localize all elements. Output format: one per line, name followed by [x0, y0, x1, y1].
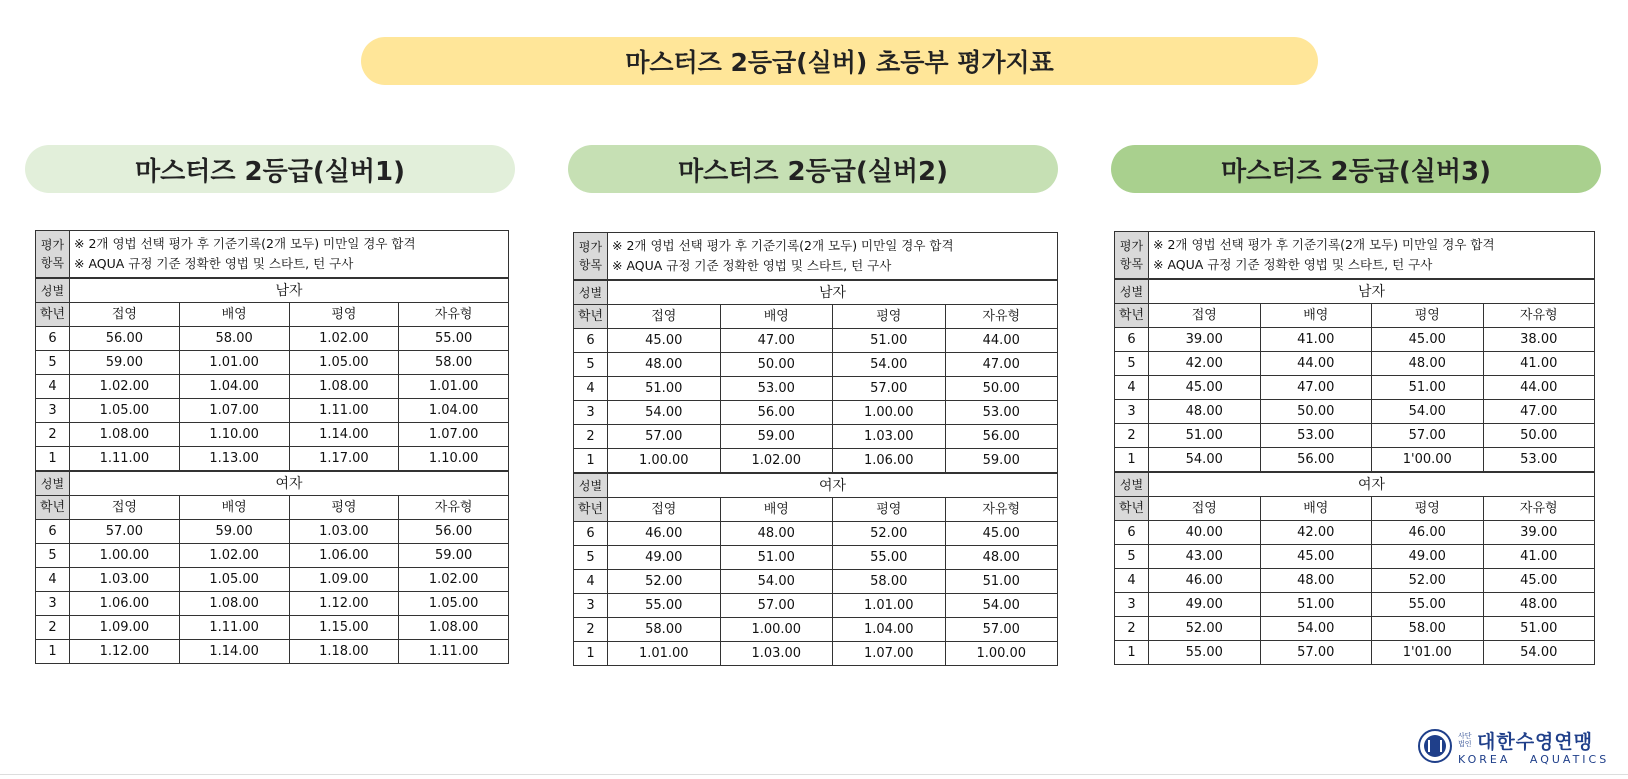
record-cell: 45.00 [1483, 569, 1595, 593]
record-cell: 49.00 [608, 546, 721, 570]
logo-korean-name: 대한수영연맹 [1477, 730, 1594, 753]
record-cell: 57.00 [1260, 641, 1372, 665]
evaluation-notes [608, 233, 1058, 281]
record-cell: 1.11.00 [289, 399, 399, 423]
record-cell: 1.15.00 [289, 616, 399, 640]
stroke-header: 접영 [1149, 497, 1261, 521]
gender-label: 성별 [1115, 472, 1149, 497]
table-row [574, 329, 1058, 353]
record-cell: 48.00 [608, 353, 721, 377]
grade-number: 2 [1115, 424, 1149, 448]
record-cell: 1.08.00 [399, 616, 509, 640]
stroke-header: 접영 [608, 305, 721, 329]
grade-number: 1 [1115, 641, 1149, 665]
grade-number: 6 [574, 329, 608, 353]
record-cell: 1'00.00 [1372, 448, 1484, 473]
table-row [1115, 376, 1595, 400]
record-cell: 1.02.00 [720, 449, 833, 474]
record-cell: 1.04.00 [179, 375, 289, 399]
record-cell: 39.00 [1483, 521, 1595, 545]
record-cell: 58.00 [1372, 617, 1484, 641]
record-cell: 57.00 [945, 618, 1058, 642]
record-cell: 51.00 [1149, 424, 1261, 448]
grade-number: 1 [36, 640, 70, 664]
grade-number: 1 [36, 447, 70, 472]
record-cell: 1.08.00 [289, 375, 399, 399]
eval-items-label: 평가 항목 [1115, 232, 1149, 280]
stroke-header: 자유형 [399, 496, 509, 520]
record-cell: 45.00 [1372, 328, 1484, 352]
record-cell: 1.03.00 [70, 568, 180, 592]
record-cell: 57.00 [1372, 424, 1484, 448]
record-cell: 57.00 [608, 425, 721, 449]
gender-label: 성별 [574, 473, 608, 498]
eval-items-label: 평가 항목 [574, 233, 608, 281]
record-cell: 1.05.00 [289, 351, 399, 375]
record-cell: 50.00 [720, 353, 833, 377]
record-cell: 46.00 [1149, 569, 1261, 593]
panel-title-silver2: 마스터즈 2등급(실버2) [568, 145, 1058, 193]
stroke-header: 접영 [608, 498, 721, 522]
record-cell: 59.00 [945, 449, 1058, 474]
record-cell: 1.00.00 [70, 544, 180, 568]
stroke-header-row [574, 498, 1058, 522]
record-cell: 1.00.00 [833, 401, 946, 425]
record-cell: 53.00 [1260, 424, 1372, 448]
grade-table-silver2 [573, 232, 1058, 666]
stroke-header-row [36, 303, 509, 327]
notes-row [1115, 232, 1595, 280]
record-cell: 1.03.00 [833, 425, 946, 449]
record-cell: 52.00 [608, 570, 721, 594]
note-line: ※ 2개 영법 선택 평가 후 기준기록(2개 모두) 미만일 경우 합격 [74, 236, 416, 251]
page-title: 마스터즈 2등급(실버) 초등부 평가지표 [361, 37, 1318, 85]
table-row [574, 449, 1058, 474]
record-cell: 1.09.00 [70, 616, 180, 640]
record-cell: 1.07.00 [179, 399, 289, 423]
record-cell: 1.02.00 [399, 568, 509, 592]
stroke-header: 배영 [179, 496, 289, 520]
note-line: ※ AQUA 규정 기준 정확한 영법 및 스타트, 턴 구사 [74, 256, 354, 271]
record-cell: 1.04.00 [399, 399, 509, 423]
record-cell: 48.00 [720, 522, 833, 546]
record-cell: 57.00 [833, 377, 946, 401]
record-cell: 52.00 [833, 522, 946, 546]
record-cell: 42.00 [1149, 352, 1261, 376]
record-cell: 48.00 [1372, 352, 1484, 376]
record-cell: 48.00 [945, 546, 1058, 570]
stroke-header: 자유형 [399, 303, 509, 327]
table-row [574, 401, 1058, 425]
record-cell: 54.00 [1260, 617, 1372, 641]
stroke-header: 자유형 [945, 498, 1058, 522]
record-cell: 1.08.00 [70, 423, 180, 447]
table-row [36, 399, 509, 423]
grade-label: 학년 [574, 305, 608, 329]
record-cell: 48.00 [1149, 400, 1261, 424]
record-cell: 55.00 [1372, 593, 1484, 617]
record-cell: 40.00 [1149, 521, 1261, 545]
record-cell: 49.00 [1149, 593, 1261, 617]
record-cell: 56.00 [1260, 448, 1372, 473]
gender-label: 성별 [36, 278, 70, 303]
table-row [574, 546, 1058, 570]
record-cell: 55.00 [1149, 641, 1261, 665]
record-cell: 1.10.00 [179, 423, 289, 447]
stroke-header: 접영 [70, 303, 180, 327]
record-cell: 58.00 [399, 351, 509, 375]
record-cell: 1.06.00 [289, 544, 399, 568]
gender-row [574, 473, 1058, 498]
record-cell: 50.00 [945, 377, 1058, 401]
record-cell: 1.07.00 [833, 642, 946, 666]
record-cell: 51.00 [945, 570, 1058, 594]
record-cell: 41.00 [1260, 328, 1372, 352]
record-cell: 47.00 [720, 329, 833, 353]
note-line: ※ AQUA 규정 기준 정확한 영법 및 스타트, 턴 구사 [612, 258, 892, 273]
logo-english-name: KOREA AQUATICS [1458, 752, 1610, 766]
record-cell: 58.00 [833, 570, 946, 594]
record-cell: 59.00 [70, 351, 180, 375]
female-header: 여자 [608, 473, 1058, 498]
stroke-header: 접영 [70, 496, 180, 520]
record-cell: 45.00 [1260, 545, 1372, 569]
notes-row [574, 233, 1058, 281]
bottom-divider [0, 774, 1628, 775]
record-cell: 1.01.00 [608, 642, 721, 666]
record-cell: 57.00 [720, 594, 833, 618]
record-cell: 1.02.00 [70, 375, 180, 399]
record-cell: 51.00 [720, 546, 833, 570]
grade-number: 3 [1115, 593, 1149, 617]
record-cell: 55.00 [399, 327, 509, 351]
table-row [1115, 352, 1595, 376]
grade-number: 3 [574, 594, 608, 618]
male-header: 남자 [608, 280, 1058, 305]
record-cell: 55.00 [608, 594, 721, 618]
table-row [36, 520, 509, 544]
table-row [36, 616, 509, 640]
gender-row [1115, 279, 1595, 304]
record-cell: 51.00 [1260, 593, 1372, 617]
record-cell: 1.10.00 [399, 447, 509, 472]
female-header: 여자 [70, 471, 509, 496]
record-cell: 50.00 [1260, 400, 1372, 424]
table-row [1115, 545, 1595, 569]
grade-number: 3 [36, 399, 70, 423]
table-row [1115, 593, 1595, 617]
evaluation-notes [70, 231, 509, 279]
table-row [36, 423, 509, 447]
stroke-header: 자유형 [1483, 497, 1595, 521]
record-cell: 51.00 [608, 377, 721, 401]
stroke-header: 접영 [1149, 304, 1261, 328]
record-cell: 1.08.00 [179, 592, 289, 616]
grade-number: 4 [574, 570, 608, 594]
stroke-header: 평영 [1372, 497, 1484, 521]
evaluation-notes [1149, 232, 1595, 280]
record-cell: 1.03.00 [720, 642, 833, 666]
record-cell: 1.04.00 [833, 618, 946, 642]
gender-row [36, 471, 509, 496]
stroke-header-row [574, 305, 1058, 329]
table-row [36, 351, 509, 375]
record-cell: 43.00 [1149, 545, 1261, 569]
record-cell: 1.11.00 [70, 447, 180, 472]
record-cell: 53.00 [1483, 448, 1595, 473]
record-cell: 54.00 [1483, 641, 1595, 665]
record-cell: 1.11.00 [179, 616, 289, 640]
record-cell: 54.00 [1372, 400, 1484, 424]
record-cell: 1.01.00 [399, 375, 509, 399]
record-cell: 47.00 [1260, 376, 1372, 400]
record-cell: 44.00 [1483, 376, 1595, 400]
table-row [1115, 521, 1595, 545]
record-cell: 51.00 [833, 329, 946, 353]
stroke-header: 평영 [289, 303, 399, 327]
table-row [1115, 328, 1595, 352]
grade-number: 1 [1115, 448, 1149, 473]
record-cell: 52.00 [1149, 617, 1261, 641]
record-cell: 46.00 [608, 522, 721, 546]
grade-table-silver3 [1114, 231, 1595, 665]
record-cell: 38.00 [1483, 328, 1595, 352]
record-cell: 1.03.00 [289, 520, 399, 544]
record-cell: 1.05.00 [70, 399, 180, 423]
stroke-header: 배영 [179, 303, 289, 327]
grade-number: 3 [574, 401, 608, 425]
stroke-header: 평영 [1372, 304, 1484, 328]
record-cell: 1.07.00 [399, 423, 509, 447]
grade-number: 5 [36, 351, 70, 375]
record-cell: 1.14.00 [289, 423, 399, 447]
note-line: ※ 2개 영법 선택 평가 후 기준기록(2개 모두) 미만일 경우 합격 [612, 238, 954, 253]
record-cell: 47.00 [945, 353, 1058, 377]
record-cell: 1.09.00 [289, 568, 399, 592]
grade-number: 2 [1115, 617, 1149, 641]
record-cell: 59.00 [720, 425, 833, 449]
table-row [574, 522, 1058, 546]
gender-label: 성별 [1115, 279, 1149, 304]
record-cell: 1.17.00 [289, 447, 399, 472]
stroke-header-row [1115, 497, 1595, 521]
grade-number: 2 [574, 618, 608, 642]
grade-number: 4 [1115, 569, 1149, 593]
record-cell: 1.05.00 [399, 592, 509, 616]
grade-label: 학년 [1115, 497, 1149, 521]
grade-label: 학년 [36, 496, 70, 520]
grade-number: 5 [574, 353, 608, 377]
grade-number: 3 [36, 592, 70, 616]
grade-number: 4 [574, 377, 608, 401]
stroke-header: 자유형 [1483, 304, 1595, 328]
record-cell: 1.13.00 [179, 447, 289, 472]
record-cell: 1.05.00 [179, 568, 289, 592]
grade-number: 6 [1115, 328, 1149, 352]
stroke-header: 자유형 [945, 305, 1058, 329]
stroke-header: 배영 [720, 498, 833, 522]
record-cell: 1.14.00 [179, 640, 289, 664]
table-row [36, 592, 509, 616]
record-cell: 56.00 [720, 401, 833, 425]
grade-number: 2 [36, 616, 70, 640]
record-cell: 42.00 [1260, 521, 1372, 545]
stroke-header: 배영 [720, 305, 833, 329]
table-row [1115, 400, 1595, 424]
grade-number: 5 [1115, 545, 1149, 569]
stroke-header-row [36, 496, 509, 520]
table-row [1115, 617, 1595, 641]
table-row [36, 640, 509, 664]
female-header: 여자 [1149, 472, 1595, 497]
record-cell: 45.00 [945, 522, 1058, 546]
record-cell: 49.00 [1372, 545, 1484, 569]
table-row [574, 377, 1058, 401]
note-line: ※ AQUA 규정 기준 정확한 영법 및 스타트, 턴 구사 [1153, 257, 1433, 272]
grade-number: 3 [1115, 400, 1149, 424]
record-cell: 59.00 [179, 520, 289, 544]
record-cell: 56.00 [945, 425, 1058, 449]
grade-number: 6 [36, 520, 70, 544]
grade-number: 1 [574, 642, 608, 666]
record-cell: 46.00 [1372, 521, 1484, 545]
record-cell: 54.00 [720, 570, 833, 594]
korea-aquatics-logo [1418, 724, 1618, 768]
grade-table-silver1 [35, 230, 509, 664]
record-cell: 54.00 [608, 401, 721, 425]
male-header: 남자 [70, 278, 509, 303]
grade-number: 6 [574, 522, 608, 546]
grade-number: 6 [36, 327, 70, 351]
eval-items-label: 평가 항목 [36, 231, 70, 279]
notes-row [36, 231, 509, 279]
stroke-header: 배영 [1260, 497, 1372, 521]
record-cell: 54.00 [833, 353, 946, 377]
stroke-header: 평영 [833, 498, 946, 522]
grade-number: 4 [1115, 376, 1149, 400]
table-row [574, 570, 1058, 594]
record-cell: 1.00.00 [945, 642, 1058, 666]
record-cell: 51.00 [1372, 376, 1484, 400]
grade-number: 5 [574, 546, 608, 570]
grade-number: 1 [574, 449, 608, 474]
table-row [1115, 569, 1595, 593]
table-row [1115, 641, 1595, 665]
gender-label: 성별 [574, 280, 608, 305]
table-row [574, 425, 1058, 449]
record-cell: 58.00 [608, 618, 721, 642]
record-cell: 1.06.00 [833, 449, 946, 474]
record-cell: 55.00 [833, 546, 946, 570]
gender-row [1115, 472, 1595, 497]
record-cell: 39.00 [1149, 328, 1261, 352]
record-cell: 1.06.00 [70, 592, 180, 616]
record-cell: 45.00 [1149, 376, 1261, 400]
record-cell: 1.18.00 [289, 640, 399, 664]
stroke-header-row [1115, 304, 1595, 328]
grade-label: 학년 [1115, 304, 1149, 328]
panel-title-silver1: 마스터즈 2등급(실버1) [25, 145, 515, 193]
record-cell: 54.00 [945, 594, 1058, 618]
record-cell: 53.00 [945, 401, 1058, 425]
record-cell: 59.00 [399, 544, 509, 568]
record-cell: 1.01.00 [833, 594, 946, 618]
table-row [574, 594, 1058, 618]
record-cell: 1.00.00 [608, 449, 721, 474]
grade-number: 5 [36, 544, 70, 568]
record-cell: 44.00 [1260, 352, 1372, 376]
record-cell: 48.00 [1483, 593, 1595, 617]
table-row [574, 353, 1058, 377]
grade-label: 학년 [36, 303, 70, 327]
logo-small-text: 사단 법인 [1458, 732, 1472, 748]
record-cell: 53.00 [720, 377, 833, 401]
record-cell: 58.00 [179, 327, 289, 351]
grade-number: 2 [574, 425, 608, 449]
record-cell: 47.00 [1483, 400, 1595, 424]
record-cell: 41.00 [1483, 352, 1595, 376]
table-row [36, 544, 509, 568]
record-cell: 1.11.00 [399, 640, 509, 664]
record-cell: 1'01.00 [1372, 641, 1484, 665]
record-cell: 57.00 [70, 520, 180, 544]
gender-row [574, 280, 1058, 305]
record-cell: 1.12.00 [70, 640, 180, 664]
gender-label: 성별 [36, 471, 70, 496]
gender-row [36, 278, 509, 303]
table-row [36, 568, 509, 592]
record-cell: 45.00 [608, 329, 721, 353]
stroke-header: 배영 [1260, 304, 1372, 328]
record-cell: 52.00 [1372, 569, 1484, 593]
record-cell: 54.00 [1149, 448, 1261, 473]
stroke-header: 평영 [289, 496, 399, 520]
grade-number: 6 [1115, 521, 1149, 545]
record-cell: 1.00.00 [720, 618, 833, 642]
record-cell: 41.00 [1483, 545, 1595, 569]
table-row [36, 447, 509, 472]
record-cell: 48.00 [1260, 569, 1372, 593]
record-cell: 1.02.00 [179, 544, 289, 568]
table-row [1115, 424, 1595, 448]
korea-aquatics-emblem-icon [1418, 729, 1452, 763]
record-cell: 1.02.00 [289, 327, 399, 351]
record-cell: 51.00 [1483, 617, 1595, 641]
grade-number: 5 [1115, 352, 1149, 376]
record-cell: 44.00 [945, 329, 1058, 353]
grade-number: 4 [36, 375, 70, 399]
table-row [574, 618, 1058, 642]
table-row [574, 642, 1058, 666]
note-line: ※ 2개 영법 선택 평가 후 기준기록(2개 모두) 미만일 경우 합격 [1153, 237, 1495, 252]
record-cell: 1.12.00 [289, 592, 399, 616]
male-header: 남자 [1149, 279, 1595, 304]
table-row [36, 375, 509, 399]
grade-number: 2 [36, 423, 70, 447]
panel-title-silver3: 마스터즈 2등급(실버3) [1111, 145, 1601, 193]
record-cell: 56.00 [70, 327, 180, 351]
stroke-header: 평영 [833, 305, 946, 329]
record-cell: 56.00 [399, 520, 509, 544]
table-row [1115, 448, 1595, 473]
table-row [36, 327, 509, 351]
record-cell: 1.01.00 [179, 351, 289, 375]
grade-number: 4 [36, 568, 70, 592]
grade-label: 학년 [574, 498, 608, 522]
record-cell: 50.00 [1483, 424, 1595, 448]
